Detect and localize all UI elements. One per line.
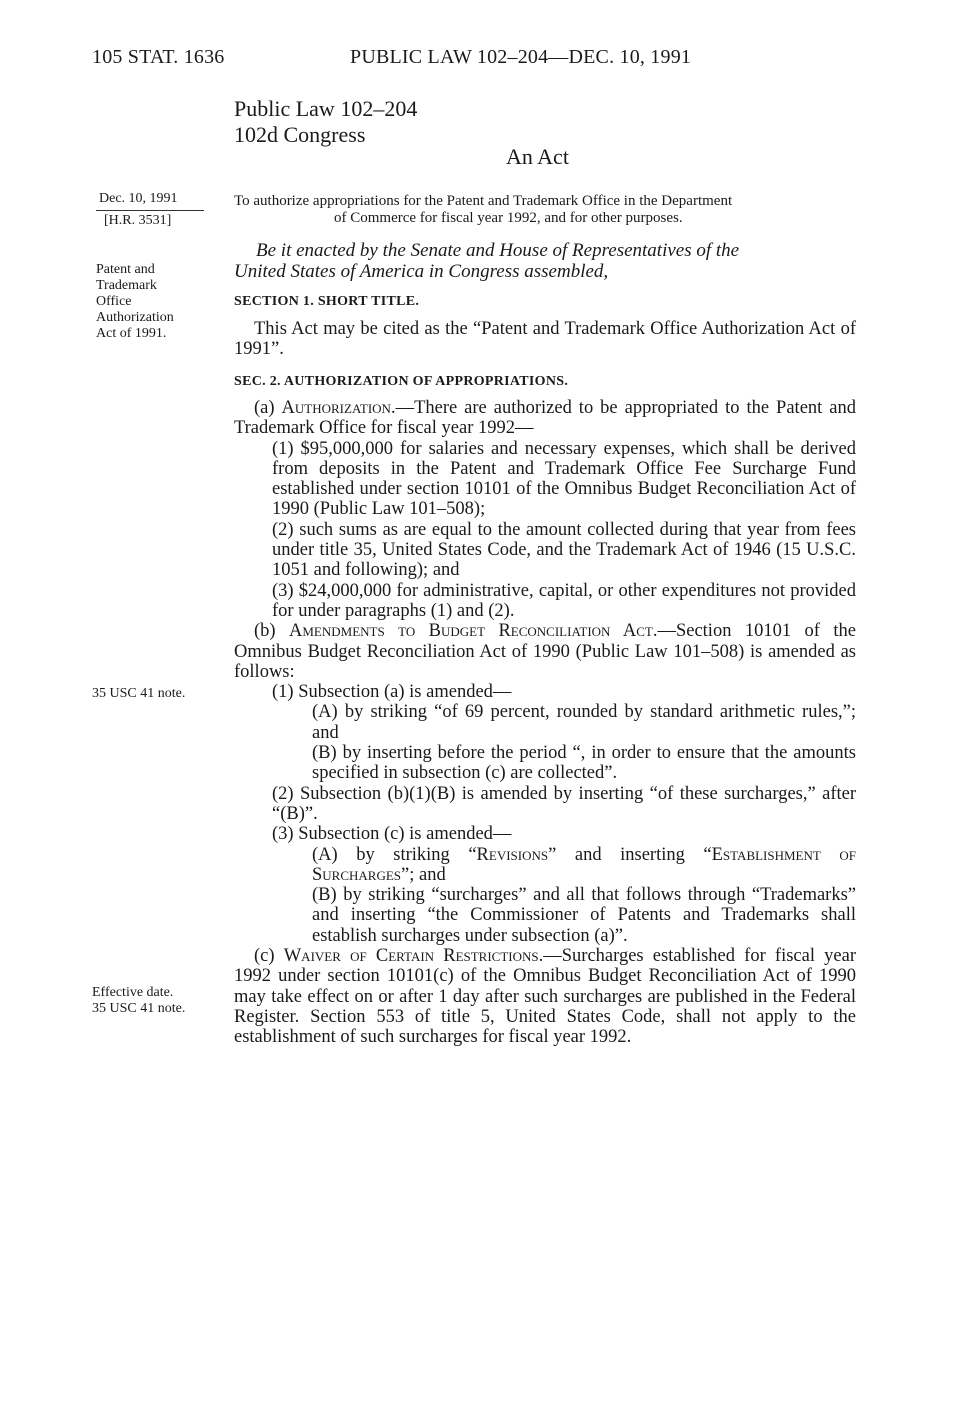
subparagraph-b1A: (A) by striking “of 69 percent, rounded by standard arithmetic rules,”; and (312, 702, 856, 743)
act-heading: An Act (506, 144, 569, 169)
b3A-text-2: ” and inserting “ (548, 844, 712, 865)
margin-effective-date: Effective date. (92, 985, 174, 1000)
b3A-text-1: (A) by striking “ (312, 844, 477, 865)
congress: 102d Congress (234, 122, 366, 147)
margin-usc-note-2: 35 USC 41 note. (92, 1001, 186, 1016)
subsection-a-label: (a) (254, 398, 282, 418)
margin-short-title-3: Office (96, 294, 132, 309)
b3A-text-3: ”; and (401, 864, 446, 885)
subparagraph-b3B: (B) by striking “surcharges” and all that follows through “Trademarks” and inserting “the Commissioner of Patents and Trademarks shall establish surcharges under subsection (a)”. (312, 885, 856, 946)
margin-short-title-2: Trademark (96, 278, 157, 293)
paragraph-a1: (1) $95,000,000 for salaries and necessary expenses, which shall be derived from deposits in the Patent and Trademark Office Fee Surcharge Fund established under section 10101 of the Omnibus Budget Reconciliation Act of 1990 (Public Law 101–508); (272, 438, 856, 520)
subparagraph-b3A (312, 845, 856, 886)
enacting-clause-line-1: Be it enacted by the Senate and House of Representatives of the (256, 240, 740, 261)
subsection-c-caption: Waiver of Certain Restrictions (283, 946, 539, 967)
paragraph-b3: (3) Subsection (c) is amended— (272, 824, 512, 845)
subsection-c (234, 946, 856, 1047)
subparagraph-b1B: (B) by inserting before the period “, in order to ensure that the amounts specified in subsection (c) are collected”. (312, 743, 856, 784)
purpose-line-1: To authorize appropriations for the Patent and Trademark Office in the Department (234, 193, 733, 209)
margin-date: Dec. 10, 1991 (99, 191, 178, 206)
page-stat-citation: 105 STAT. 1636 (92, 46, 225, 68)
section-2-heading: SEC. 2. AUTHORIZATION OF APPROPRIATIONS. (234, 374, 569, 389)
subsection-a-caption: Authorization (281, 398, 391, 418)
section-1-heading: SECTION 1. SHORT TITLE. (234, 294, 420, 309)
subsection-c-label: (c) (254, 946, 284, 967)
margin-divider (96, 210, 204, 211)
purpose-line-2: of Commerce for fiscal year 1992, and for other purposes. (334, 210, 683, 226)
paragraph-b1: (1) Subsection (a) is amended— (272, 682, 512, 703)
subsection-b-text: .—Section 10101 of the Omnibus Budget Reconciliation Act of 1990 (Public Law 101–508) is amended as follows: (234, 621, 856, 682)
margin-short-title-5: Act of 1991. (96, 326, 167, 341)
paragraph-b2: (2) Subsection (b)(1)(B) is amended by inserting “of these surcharges,” after “(B)”. (272, 783, 856, 824)
section-1-text: This Act may be cited as the “Patent and Trademark Office Authorization Act of 1991”. (234, 319, 856, 360)
paragraph-a2: (2) such sums as are equal to the amount collected during that year from fees under title 35, United States Code, and the Trademark Act of 1946 (15 U.S.C. 1051 and following); and (272, 519, 856, 581)
subsection-a-text: .—There are authorized to be appropriated to the Patent and Trademark Office for fiscal year 1992— (234, 398, 856, 439)
margin-bill-number: [H.R. 3531] (104, 213, 172, 228)
subsection-b-label: (b) (254, 621, 289, 642)
subsection-b (234, 621, 856, 682)
subsection-c-text: .—Surcharges established for fiscal year 1992 under section 10101(c) of the Omnibus Budget Reconciliation Act of 1990 may take effect on or after 1 day after such surcharges are published in the Federal Register. Section 553 of title 5, United States Code, shall not apply to the establishment of such surcharges for fiscal year 1992. (234, 946, 856, 1048)
law-number: Public Law 102–204 (234, 96, 418, 121)
subsection-b-caption: Amendments to Budget Reconciliation Act (289, 621, 653, 642)
margin-short-title-4: Authorization (96, 310, 174, 325)
b3A-revisions: Revisions (476, 844, 549, 865)
section-2-body (234, 398, 856, 1048)
enacting-clause-line-2: United States of America in Congress assembled, (234, 261, 609, 282)
b3A-establishment: Establishment of Surcharges (312, 844, 856, 885)
margin-short-title-1: Patent and (96, 262, 155, 277)
paragraph-a3: (3) $24,000,000 for administrative, capital, or other expenditures not provided for under paragraphs (1) and (2). (272, 580, 856, 621)
margin-usc-note-1: 35 USC 41 note. (92, 686, 186, 701)
running-head: PUBLIC LAW 102–204—DEC. 10, 1991 (350, 46, 692, 68)
subsection-a (234, 398, 856, 439)
